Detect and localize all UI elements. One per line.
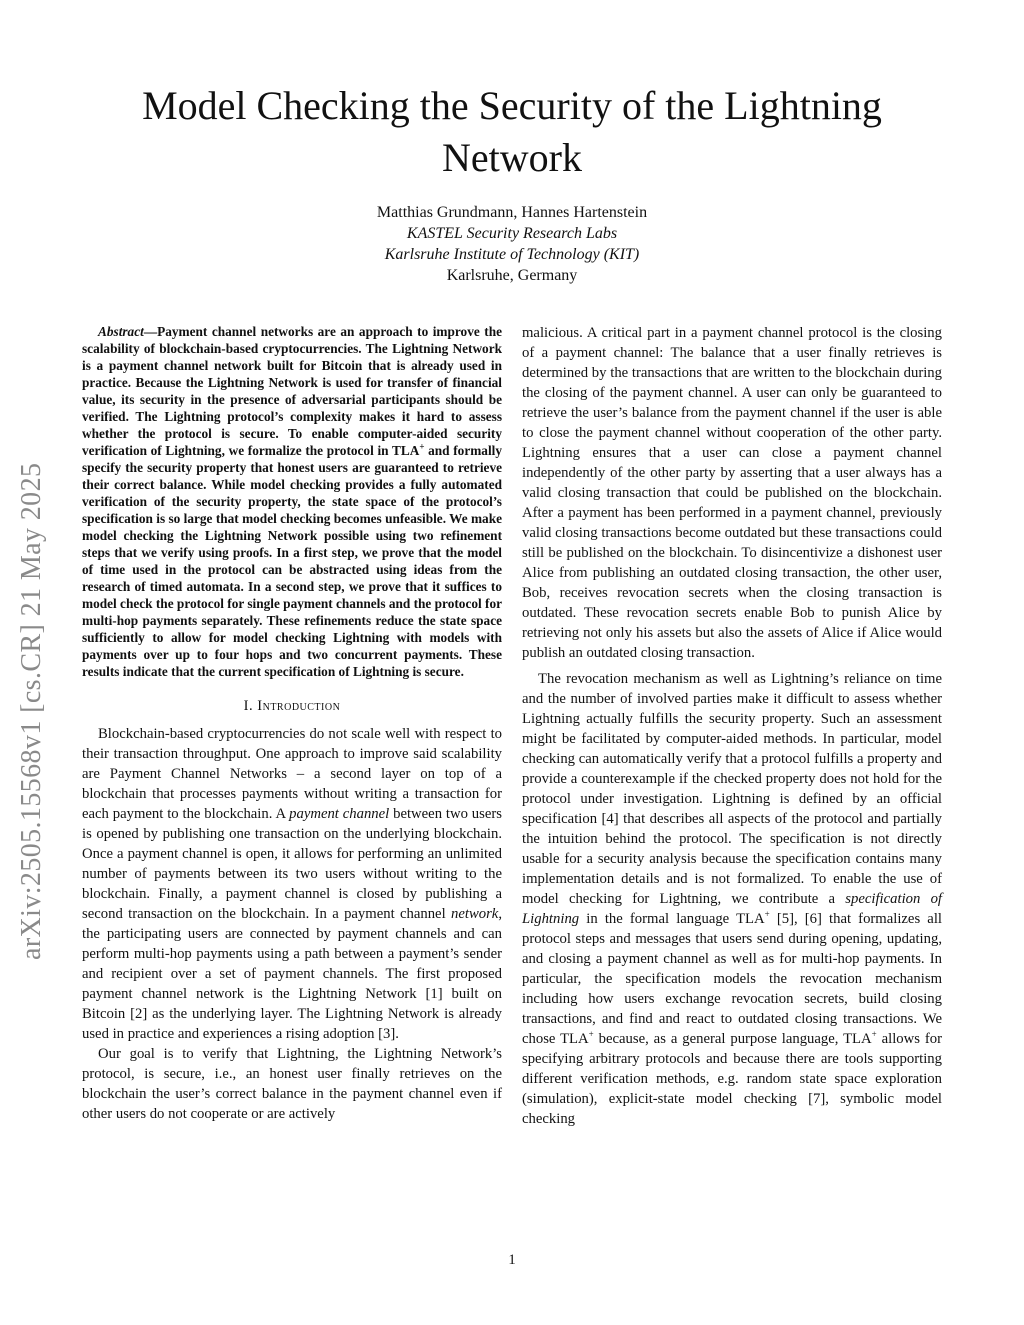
right-text-segment: allows for specifying arbitrary protocols and because there are tools supporting different verification methods, e.g. random state space exploration (simulation), explicit-state model checking [7], symbolic model checking xyxy=(522,1031,942,1127)
intro-text-segment: , the participating users are connected by payment channels and can perform multi-hop payments using a path between a payment’s sender and recipient over a set of payment channels. The first proposed payment channel network is the Lightning Network [1] built on Bitcoin [2] as the underlying layer. The Lightning Network is already used in practice and experiences a rising adoption [3]. xyxy=(82,906,502,1042)
tla-plus-superscript: + xyxy=(419,441,425,452)
affiliation-location: Karlsruhe, Germany xyxy=(446,267,578,284)
author-names: Matthias Grundmann, Hannes Hartenstein xyxy=(376,204,648,221)
intro-text-segment: between two users is opened by publishing one transaction on the underlying blockchain. Once a payment channel is open, it allows for performing an unlimited number of payments between its two users without writing to the blockchain. Finally, a payment channel is closed by publishing a second transaction on the blockchain. In a payment channel xyxy=(82,806,502,922)
paper-title: Model Checking the Security of the Lightning Network xyxy=(142,83,882,180)
section-heading xyxy=(82,696,502,716)
right-text-segment: because, as a general purpose language, TLA xyxy=(593,1031,872,1047)
abstract-label: Abstract xyxy=(98,324,144,339)
section-number: I. xyxy=(243,698,254,714)
tla-plus-superscript: + xyxy=(764,909,770,920)
right-paragraph-2 xyxy=(522,669,942,1129)
abstract-text-part-a: —Payment channel networks are an approach to improve the scalability of blockchain-based cryptocurrencies. The Lightning Network is a payment channel network built for Bitcoin that is already used in practice. Because the Lightning Network is used for transfer of financial value, its security in the presence of adversarial participants should be verified. The Lightning protocol’s complexity makes it hard to assess whether the protocol is secure. To enable computer-aided security verification of Lightning, we formalize the protocol in TLA xyxy=(82,324,502,458)
page-number: 1 xyxy=(508,1252,516,1268)
right-text-segment: [5], [6] that formalizes all protocol steps and messages that users send during opening, updating, and closing a payment channel as well as for multi-hop payments. In particular, the specification models the revocation mechanism including how users exchange revocation secrets, build closing transactions, and find and react to outdated closing transactions. We chose TLA xyxy=(522,911,942,1047)
intro-paragraph-1 xyxy=(82,724,502,1044)
emphasis-spec-of-lightning: specification of Lightning xyxy=(522,891,942,927)
arxiv-sidebar-stamp: arXiv:2505.15568v1 [cs.CR] 21 May 2025 xyxy=(16,462,47,960)
author-block xyxy=(200,202,824,286)
intro-text-segment: Blockchain-based cryptocurrencies do not scale well with respect to their transaction throughput. One approach to improve said scalability are Payment Channel Networks – a second layer on top of a blockchain that processes payments without writing a transaction for each payment to the blockchain. A xyxy=(82,726,502,822)
right-text-segment: The revocation mechanism as well as Lightning’s reliance on time and the number of involved parties make it difficult to assess whether Lightning actually fulfills the security property. Such an assessment might be facilitated by computer-aided methods. In particular, model checking can automatically verify that a protocol fulfills a property and provide a counterexample if the checked property does not hold for the protocol under investigation. Lightning is defined by an official specification [4] that describes all aspects of the protocol and partially the intuition behind the protocol. The specification is not directly usable for a security analysis because the specification contains many implementation details and is not formalized. To enable the use of model checking for Lightning, we contribute a xyxy=(522,671,942,907)
right-column xyxy=(522,323,942,1129)
emphasis-payment-channel: payment channel xyxy=(289,806,390,822)
tla-plus-superscript: + xyxy=(871,1029,877,1040)
tla-plus-superscript: + xyxy=(588,1029,594,1040)
section-title: Introduction xyxy=(257,698,341,714)
abstract-text-part-b: and formally specify the security property that honest users are guaranteed to retrieve their correct balance. While model checking provides a fully automated verification of the security property, the state space of the protocol’s specification is so large that model checking becomes unfeasible. We make model checking the Lightning Network possible using two refinement steps that we verify using proofs. In a first step, we prove that the model of time used in the protocol can be abstracted using ideas from the research of timed automata. In a second step, we prove that it suffices to model check the protocol for single payment channels and the protocol for multi-hop payments separately. These refinements reduce the state space sufficiently to allow for model checking Lightning with models with payments over up to four hops and two concurrent payments. These results indicate that the current specification of Lightning is secure. xyxy=(82,443,502,679)
left-column xyxy=(82,323,502,1124)
affiliation-lab: KASTEL Security Research Labs xyxy=(406,225,618,242)
abstract xyxy=(82,323,502,680)
affiliation-institute: Karlsruhe Institute of Technology (KIT) xyxy=(384,246,640,263)
right-paragraph-1: malicious. A critical part in a payment channel protocol is the closing of a payment channel: The balance that a user finally retrieves is determined by the transactions that are written to the blockchain during the closing of the payment channel. A user can only be guaranteed to retrieve the user’s balance from the payment channel if the user is able to close the payment channel without cooperation of the other party. Lightning ensures that a user can close a payment channel independently of the other party by asserting that a user always has a valid closing transaction that could be published on the blockchain. After a payment has been performed in a payment channel, previously valid closing transactions become outdated but these transactions could still be published on the blockchain. To disincentivize a dishonest user Alice from publishing an outdated closing transaction, the other user, Bob, receives revocation secrets when the closing transaction is outdated. These revocation secrets enable Bob to punish Alice by retrieving not only his assets but also the assets of Alice if Alice would publish an outdated closing transaction. xyxy=(522,325,942,661)
emphasis-network: network xyxy=(451,906,499,922)
intro-paragraph-2: Our goal is to verify that Lightning, the Lightning Network’s protocol, is secure, i.e., an honest user finally retrieves on the blockchain the user’s correct balance in the payment channel even if other users do not cooperate or are actively xyxy=(82,1046,502,1122)
right-text-segment: in the formal language TLA xyxy=(579,911,765,927)
